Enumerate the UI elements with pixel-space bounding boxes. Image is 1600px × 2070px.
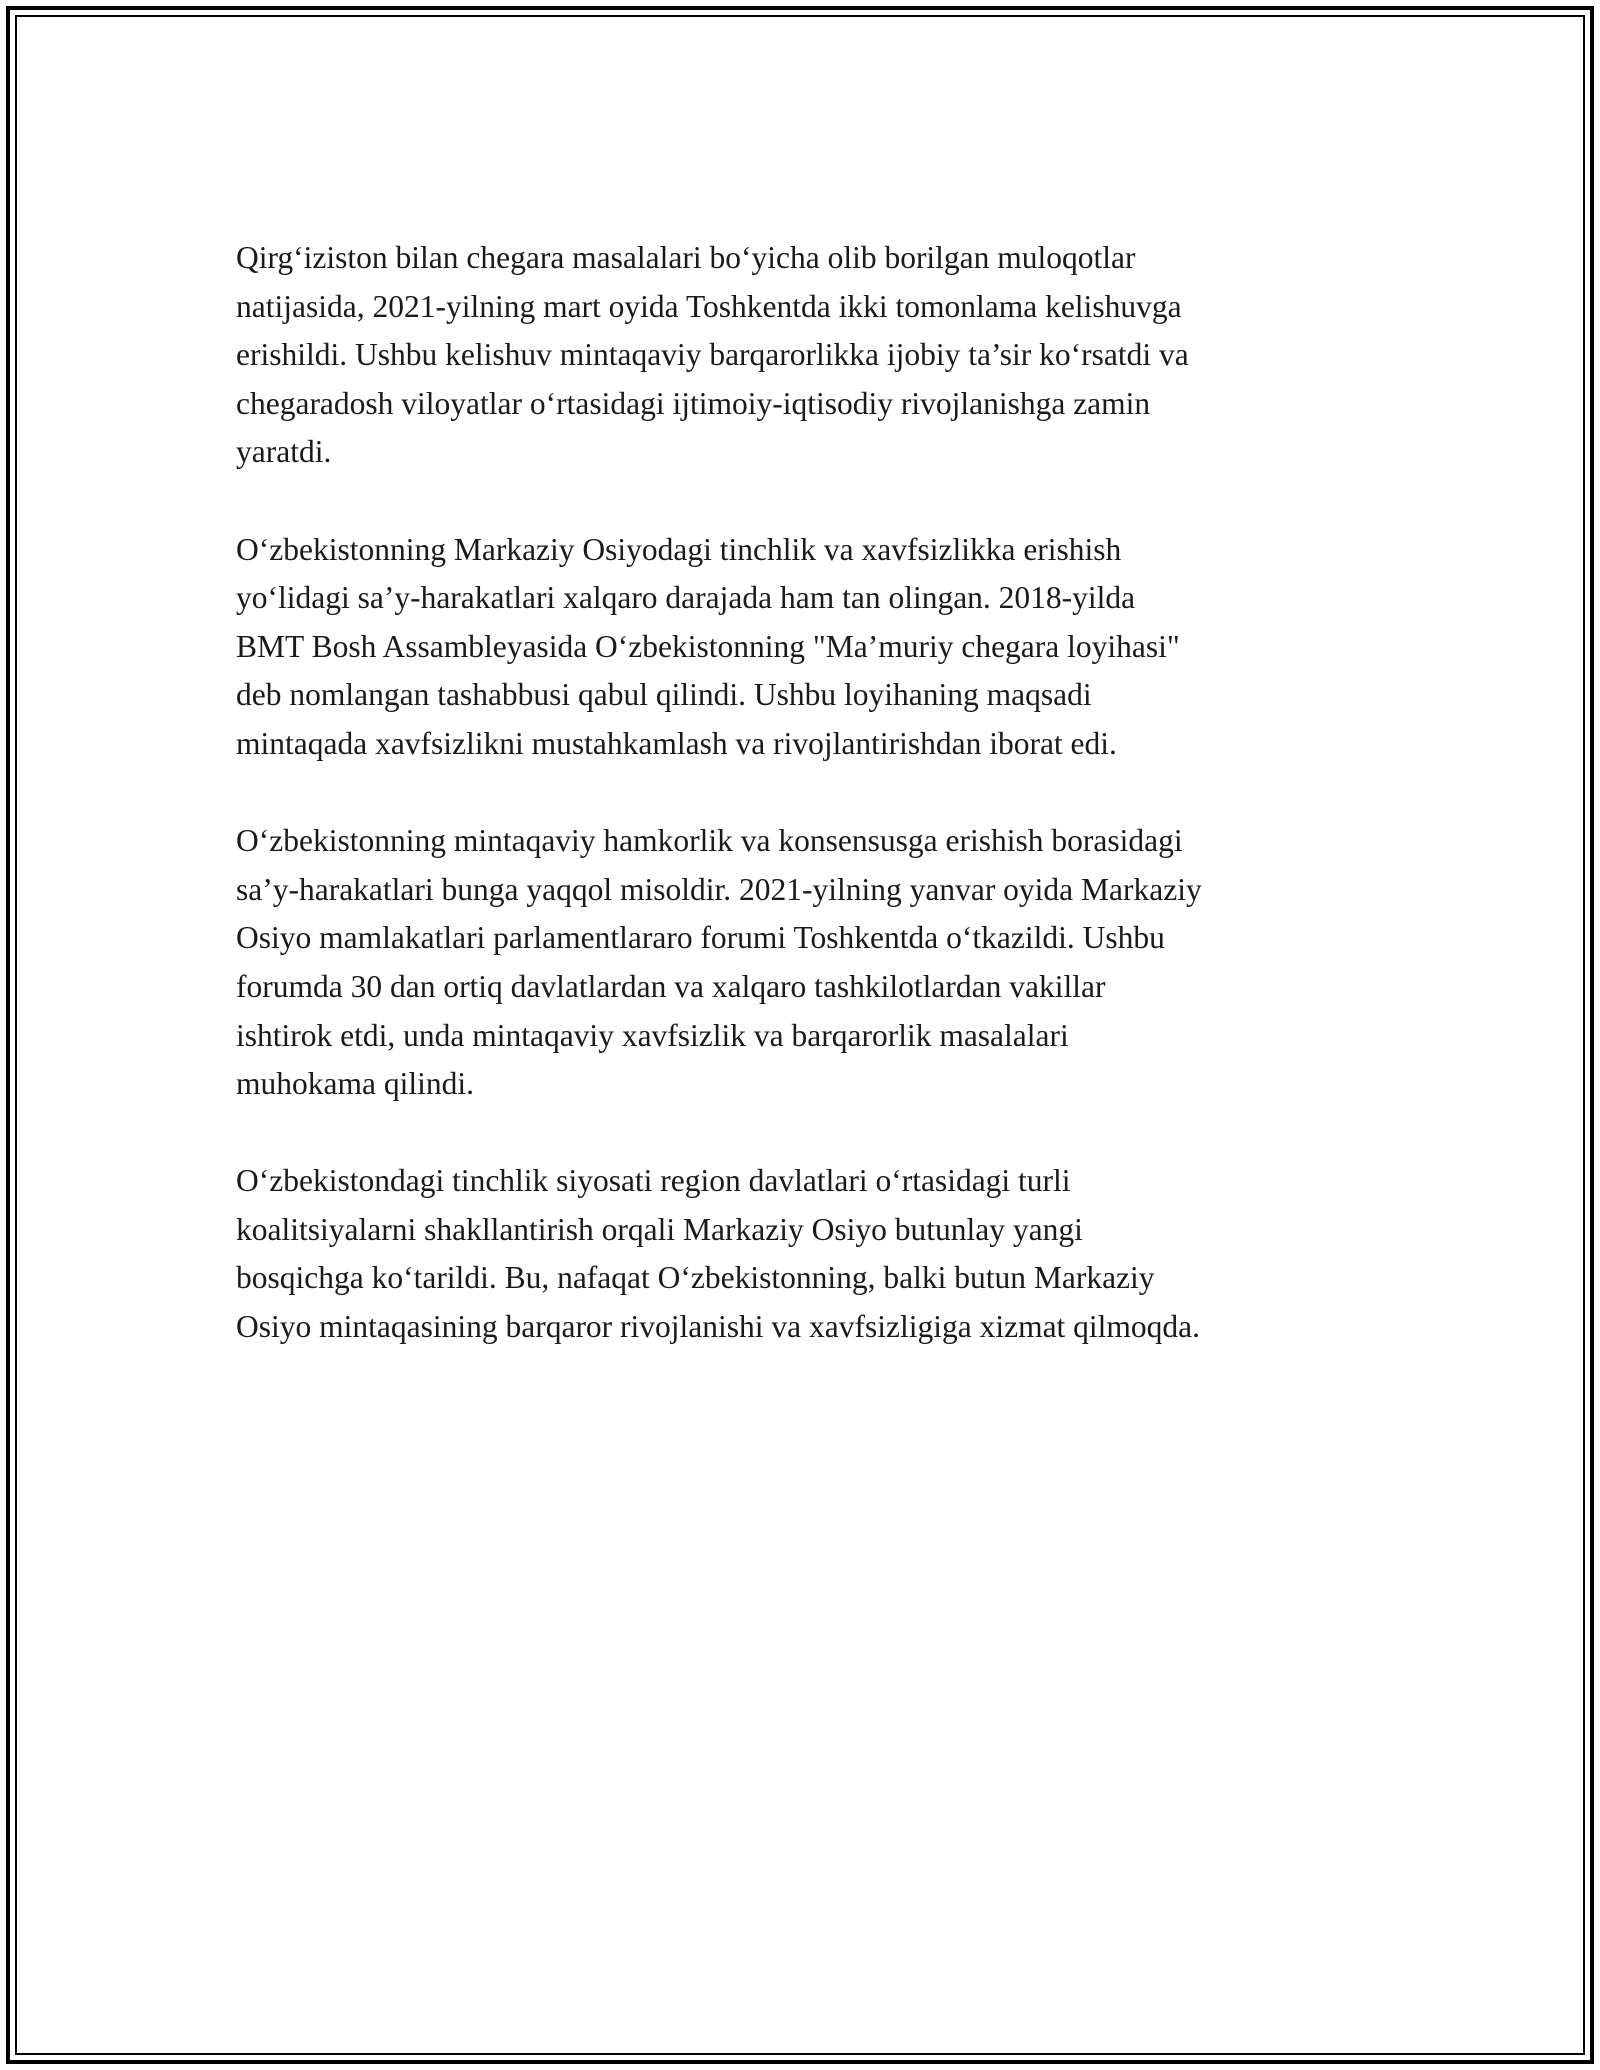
paragraph-line: bosqichga ko‘tarildi. Bu, nafaqat O‘zbekistonning, balki butun Markaziy: [236, 1260, 1155, 1296]
paragraph-line: muhokama qilindi.: [236, 1066, 474, 1102]
paragraph-line: O‘zbekistonning Markaziy Osiyodagi tinchlik va xavfsizlikka erishish: [236, 531, 1122, 567]
paragraph-line: Osiyo mamlakatlari parlamentlararo forumi Toshkentda o‘tkazildi. Ushbu: [236, 920, 1165, 956]
paragraph-line: O‘zbekistonning mintaqaviy hamkorlik va konsensusga erishish borasidagi: [236, 823, 1183, 859]
paragraph-line: chegaradosh viloyatlar o‘rtasidagi ijtimoiy-iqtisodiy rivojlanishga zamin: [236, 385, 1151, 421]
paragraph-line: yo‘lidagi sa’y-harakatlari xalqaro darajada ham tan olingan. 2018-yilda: [236, 580, 1136, 616]
paragraph-line: forumda 30 dan ortiq davlatlardan va xalqaro tashkilotlardan vakillar: [236, 968, 1106, 1004]
paragraph-line: erishildi. Ushbu kelishuv mintaqaviy barqarorlikka ijobiy ta’sir ko‘rsatdi va: [236, 337, 1189, 373]
paragraph-2: [236, 526, 1396, 769]
paragraph-line: koalitsiyalarni shakllantirish orqali Markaziy Osiyo butunlay yangi: [236, 1211, 1083, 1247]
paragraph-line: BMT Bosh Assambleyasida O‘zbekistonning "Ma’muriy chegara loyihasi": [236, 628, 1180, 664]
paragraph-3: [236, 817, 1396, 1109]
paragraph-line: sa’y-harakatlari bunga yaqqol misoldir. 2021-yilning yanvar oyida Markaziy: [236, 871, 1202, 907]
paragraph-line: mintaqada xavfsizlikni mustahkamlash va rivojlantirishdan iborat edi.: [236, 725, 1117, 761]
document-body: [236, 234, 1396, 1400]
paragraph-line: yaratdi.: [236, 434, 332, 470]
paragraph-line: Qirg‘iziston bilan chegara masalalari bo‘yicha olib borilgan muloqotlar: [236, 240, 1136, 275]
paragraph-line: O‘zbekistondagi tinchlik siyosati region davlatlari o‘rtasidagi turli: [236, 1163, 1071, 1199]
paragraph-line: Osiyo mintaqasining barqaror rivojlanishi va xavfsizligiga xizmat qilmoqda.: [236, 1309, 1201, 1345]
paragraph-4: [236, 1157, 1396, 1351]
paragraph-line: natijasida, 2021-yilning mart oyida Toshkentda ikki tomonlama kelishuvga: [236, 288, 1182, 324]
paragraph-1: [236, 234, 1396, 477]
paragraph-line: ishtirok etdi, unda mintaqaviy xavfsizlik va barqarorlik masalalari: [236, 1017, 1069, 1053]
paragraph-line: deb nomlangan tashabbusi qabul qilindi. Ushbu loyihaning maqsadi: [236, 677, 1092, 713]
